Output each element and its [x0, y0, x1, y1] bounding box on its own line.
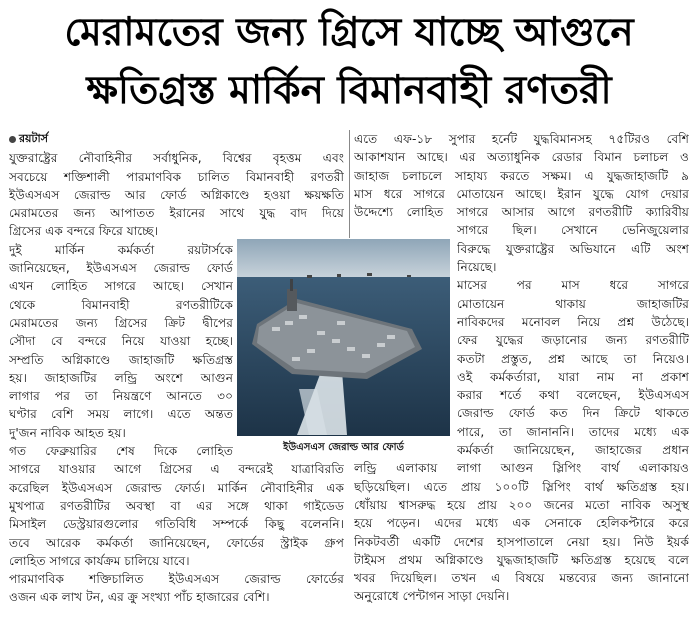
photo-block [237, 239, 450, 461]
text-line: ইউএসএস জেরাল্ড আর ফোর্ড অগ্নিকাণ্ডে হওয়া ক্ষয়ক্ষতি [9, 187, 344, 202]
column-divider [349, 130, 350, 238]
byline [9, 130, 344, 148]
text-line: হয়। জাহাজটির লন্ড্রি অংশে আগুন [9, 370, 233, 385]
text-line: কতটা প্রস্তুত, প্রশ্ন আছে তা নিয়েও। [457, 351, 689, 366]
text-line: আকাশযান আছে। এর অত্যাধুনিক রেডার বিমান চলাচল ও [354, 150, 689, 165]
bullet-icon [9, 136, 16, 143]
text-line: ছড়িয়েছিল। এতে প্রায় ১০০টি স্লিপিং বার্থ ক্ষতিগ্রস্ত হয়। [354, 479, 689, 494]
text-line: থেকে বিমানবাহী রণতরীটিকে [9, 297, 233, 312]
text-line: মিসাইল ডেস্ট্রয়ারগুলোর গতিবিধি সম্পর্কে কিছু বলেননি। [9, 517, 344, 532]
text-line: ধোঁয়ায় শ্বাসরুদ্ধ হয়ে প্রায় ২০০ জনের মতো নাবিক অসুস্থ [354, 497, 689, 512]
text-line: সাগরে ছিল। সেখানে ভেনিজুয়েলার [457, 223, 689, 238]
text-line: মাসের পর মাস ধরে সাগরে [457, 278, 689, 293]
text-line: যুক্তরাষ্ট্রের নৌবাহিনীর সর্বাধুনিক, বিশ্বের বৃহত্তম এবং [9, 151, 344, 166]
text-line: টাইমস প্রথম অগ্নিকাণ্ডে যুদ্ধজাহাজটি ক্ষতিগ্রস্ত হয়েছে বলে [354, 552, 689, 567]
text-line: ঘণ্টার বেশি সময় লাগে। এতে অন্তত [9, 407, 233, 422]
text-line: মেরামতের জন্য গ্রিসের ক্রিট দ্বীপের [9, 315, 233, 330]
headline [0, 4, 698, 120]
text-line: পারমাণবিক শক্তিচালিত ইউএসএস জেরাল্ড ফোর্ডের [9, 572, 344, 587]
column-left-top [9, 149, 344, 240]
text-line: নাবিকদের মনোবল নিয়ে প্রশ্ন উঠেছে। [457, 314, 689, 329]
text-line: মেরামতের জন্য আপাতত ইরানের সাথে যুদ্ধ বাদ দিয়ে [9, 206, 344, 221]
text-line: সবচেয়ে শক্তিশালী পারমাণবিক চালিত বিমানবাহী রণতরী [9, 169, 344, 184]
photo-caption: ইউএসএস জেরাল্ড আর ফোর্ড [283, 442, 404, 453]
aircraft-carrier-photo [237, 239, 450, 436]
text-line: মাস ধরে সাগরে মোতায়েন আছে। ইরান যুদ্ধে যোগ দেয়ার [354, 186, 689, 201]
text-line: জানিয়েছেন, ইউএসএস জেরাল্ড ফোর্ড [9, 261, 233, 276]
text-line: করার শর্তে কথা বলেছেন, ইউএসএস [457, 388, 689, 403]
text-line: করেছিল ইউএসএস জেরাল্ড ফোর্ড। মার্কিন নৌবাহিনীর এক [9, 480, 344, 495]
text-line: গত ফেব্রুয়ারির শেষ দিকে লোহিত [9, 444, 233, 459]
text-line: পারে, তা জানাননি। তাদের মধ্যে এক [457, 424, 689, 439]
text-line: নিকটবর্তী একটি দেশের হাসপাতালে নেয়া হয়। নিউ ইয়র্ক [354, 534, 689, 549]
text-line: ওজন এক লাখ টন, এর ক্রু সংখ্যা পাঁচ হাজারের বেশি। [9, 590, 270, 605]
text-line: জাহাজ চলাচলে সাহায্য করতে সক্ষম। এ যুদ্ধজাহাজটি ৯ [354, 168, 689, 183]
text-line: দু'জন নাবিক আহত হয়। [9, 425, 126, 440]
text-line: তবে আরেক কর্মকর্তা জানিয়েছেন, ফোর্ডের স্ট্রাইক গ্রুপ [9, 535, 344, 550]
headline-line-2: ক্ষতিগ্রস্ত মার্কিন বিমানবাহী রণতরী [86, 68, 612, 113]
text-line: সৌদা বে বন্দরে নিয়ে যাওয়া হচ্ছে। [9, 334, 233, 349]
text-line: ওই কর্মকর্তারা, যারা নাম না প্রকাশ [457, 369, 689, 384]
text-line: অনুরোধে পেন্টাগন সাড়া দেয়নি। [354, 589, 510, 604]
text-line: দুই মার্কিন কর্মকর্তা রয়টার্সকে [9, 242, 233, 257]
text-line: লাগার পর তা নিয়ন্ত্রণে আনতে ৩০ [9, 389, 233, 404]
text-line: জেরাল্ড ফোর্ড কত দিন ক্রিটে থাকতে [457, 406, 689, 421]
text-line: উদ্দেশ্যে লোহিত সাগরে আসার আগে রণতরীটি ক্যারিবীয় [354, 205, 689, 220]
text-line: গ্রিসের এক বন্দরে ফিরে যাচ্ছে। [9, 224, 159, 239]
text-line: বিরুদ্ধে যুক্তরাষ্ট্রের অভিযানে এটি অংশ [457, 241, 689, 256]
text-line: সাগরে যাওয়ার আগে গ্রিসের এ বন্দরেই যাত্রাবিরতি [9, 462, 344, 477]
column-left-bottom [9, 460, 344, 606]
headline-line-1: মেরামতের জন্য গ্রিসে যাচ্ছে আগুনে [64, 10, 634, 55]
text-line: এতে এফ-১৮ সুপার হর্নেট যুদ্ধবিমানসহ ৭৫টিরও বেশি [354, 132, 689, 146]
text-line: কর্মকর্তা জানিয়েছেন, জাহাজের প্রধান [457, 443, 689, 458]
text-line: ফের যুদ্ধের জড়ানোর জন্য রণতরীটি [457, 333, 689, 348]
text-line: সম্প্রতি অগ্নিকাণ্ডে জাহাজটি ক্ষতিগ্রস্ত [9, 352, 233, 367]
text-line: লোহিত সাগরে কার্যক্রম চালিয়ে যাবে। [9, 553, 190, 568]
text-line: মুখপাত্র রণতরীটির অবস্থা বা এর সঙ্গে থাকা গাইডেড [9, 498, 344, 513]
column-right-top [354, 130, 689, 221]
text-line: এখন লোহিত সাগরে আছে। সেখান [9, 279, 233, 294]
text-line: মোতায়েন থাকায় জাহাজটির [457, 296, 689, 311]
text-line: লন্ড্রি এলাকায় লাগা আগুন স্লিপিং বার্থ এলাকায়ও [354, 461, 689, 476]
text-line: খবর দিয়েছিল। তখন এ বিষয়ে মন্তব্যের জন্য জানানো [354, 571, 689, 586]
column-right-bottom [354, 459, 689, 605]
byline-text: রয়টার্স [19, 132, 48, 145]
text-line: নিয়েছে। [457, 260, 497, 275]
text-line: হয়ে পড়েন। এদের মধ্যে এক সেনাকে হেলিকপ্টারে করে [354, 516, 689, 531]
